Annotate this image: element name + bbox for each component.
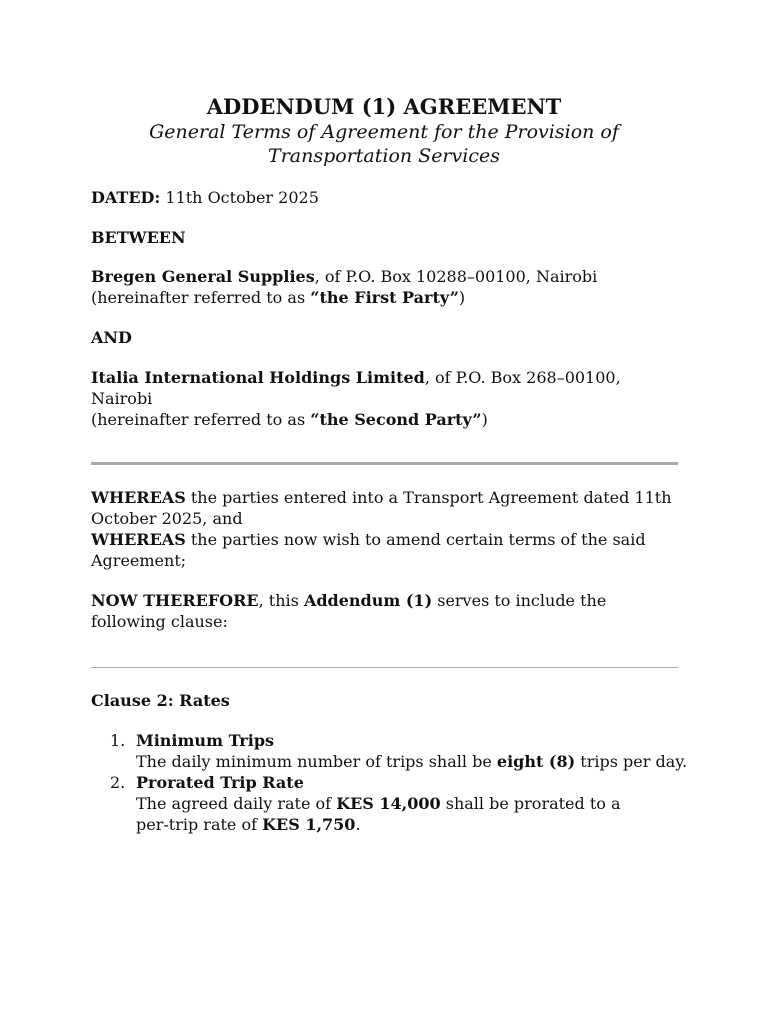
first-party-name: Bregen General Supplies xyxy=(91,267,315,286)
list-item-body-bold: eight (8) xyxy=(496,752,576,771)
recital-keyword-1: WHEREAS xyxy=(91,488,186,507)
section-divider-thick xyxy=(91,462,678,465)
list-item-body-mid: trips per day. xyxy=(575,752,688,771)
recital-text-1: the parties entered into a Transport Agreement dated 11th October 2025, and xyxy=(91,488,672,528)
list-item-body xyxy=(136,751,690,772)
between-label: BETWEEN xyxy=(91,228,186,247)
list-item-body-bold-2: KES 1,750 xyxy=(262,815,356,834)
and-label: AND xyxy=(91,328,132,347)
recital-keyword-2: WHEREAS xyxy=(91,530,186,549)
second-party-ref-suffix: ) xyxy=(481,410,488,429)
list-item-body-pre: The daily minimum number of trips shall be xyxy=(136,752,497,771)
second-party-block xyxy=(91,367,651,430)
list-item-body-mid: shall be prorated to a per-trip rate of xyxy=(136,794,621,834)
list-item-body-bold: KES 14,000 xyxy=(336,794,441,813)
recital-text-2: the parties now wish to amend certain terms of the said Agreement; xyxy=(91,530,646,570)
clause-heading: Clause 2: Rates xyxy=(91,691,230,710)
list-item-title: Minimum Trips xyxy=(136,731,275,750)
subtitle-text: General Terms of Agreement for the Provision of Transportation Services xyxy=(149,121,619,167)
clause-list xyxy=(110,730,690,835)
recitals-block xyxy=(91,487,681,571)
list-item-body-pre: The agreed daily rate of xyxy=(136,794,337,813)
now-therefore-end: serves to include the following clause: xyxy=(91,591,607,631)
list-item xyxy=(110,730,690,772)
now-therefore-keyword: NOW THEREFORE xyxy=(91,591,259,610)
list-item-number: 1. xyxy=(110,731,126,750)
list-item-number: 2. xyxy=(110,773,126,792)
second-party-address: , of P.O. Box 268–00100, Nairobi xyxy=(91,368,621,408)
list-item-title: Prorated Trip Rate xyxy=(136,773,304,792)
dated-value: 11th October 2025 xyxy=(160,188,319,207)
list-item-body xyxy=(136,793,656,835)
document-subtitle xyxy=(144,120,624,168)
first-party-ref-suffix: ) xyxy=(458,288,466,307)
second-party-ref-name: “the Second Party” xyxy=(310,410,482,429)
now-therefore-mid: , this xyxy=(258,591,304,610)
first-party-block xyxy=(91,266,691,308)
dated-label: DATED: xyxy=(91,188,161,207)
first-party-address: , of P.O. Box 10288–00100, Nairobi xyxy=(314,267,598,286)
first-party-ref-prefix: (hereinafter referred to as xyxy=(91,288,311,307)
document-title: ADDENDUM (1) AGREEMENT xyxy=(206,94,562,119)
first-party-ref-name: “the First Party” xyxy=(310,288,459,307)
second-party-name: Italia International Holdings Limited xyxy=(91,368,425,387)
now-therefore-block xyxy=(91,590,651,632)
second-party-ref-prefix: (hereinafter referred to as xyxy=(91,410,311,429)
section-divider-thin xyxy=(91,667,678,668)
list-item xyxy=(110,772,690,835)
list-item-body-post: . xyxy=(355,815,361,834)
dated-line xyxy=(91,187,691,208)
addendum-name: Addendum (1) xyxy=(303,591,433,610)
